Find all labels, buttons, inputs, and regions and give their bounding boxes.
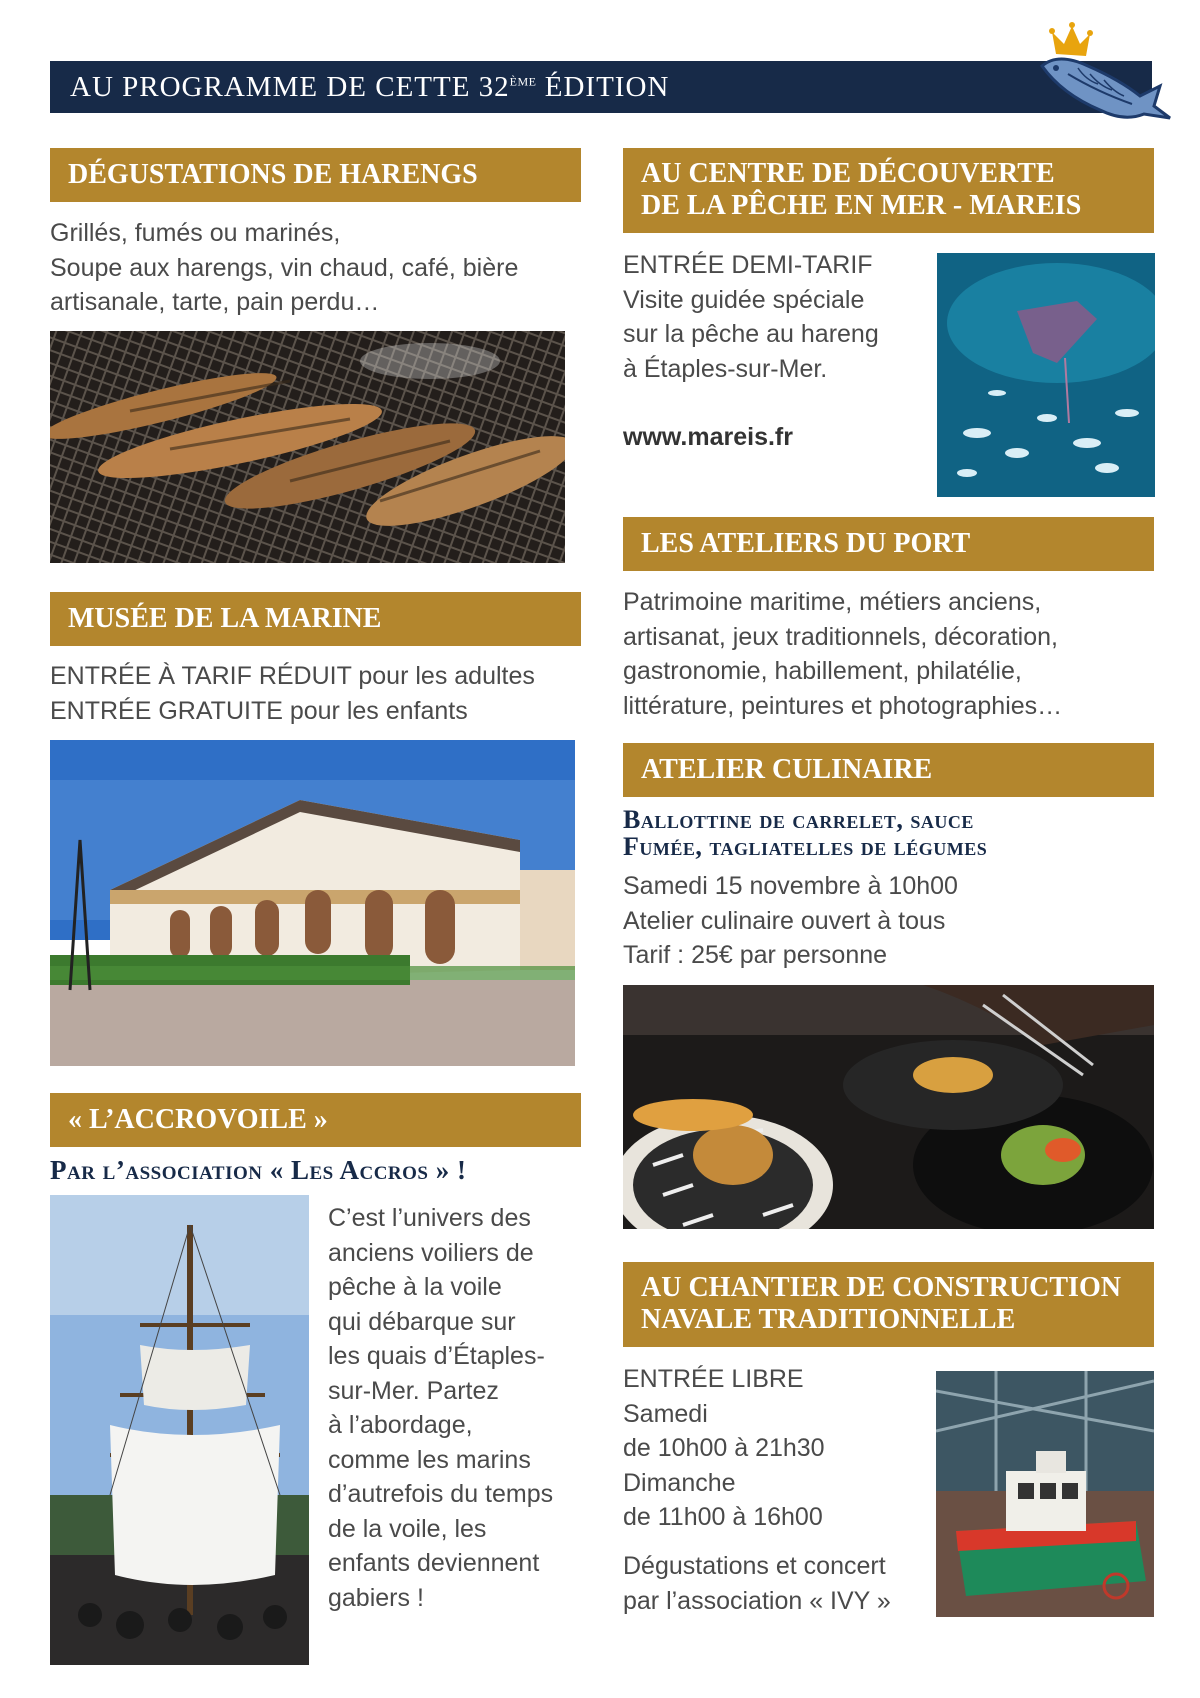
mareis-heading: AU CENTRE DE DÉCOUVERTE DE LA PÊCHE EN MER - MAREIS xyxy=(623,148,1154,233)
tall-ship-photo xyxy=(50,1195,309,1665)
chantier-extra: Dégustations et concert par l’association « IVY » xyxy=(623,1552,891,1615)
ateliers-text: Patrimoine maritime, métiers anciens, artisanat, jeux traditionnels, décoration, gastronomie, habillement, philatélie, littérature, peintures et photographies… xyxy=(623,588,1063,720)
edition-banner xyxy=(50,61,1152,113)
accrovoile-heading: « L’ACCROVOILE » xyxy=(50,1093,581,1147)
edition-title-end: ÉDITION xyxy=(536,71,670,103)
accrovoile-subtitle: Par l’association « Les Accros » ! xyxy=(50,1155,467,1185)
chantier-heading: AU CHANTIER DE CONSTRUCTION NAVALE TRADITIONNELLE xyxy=(623,1262,1154,1347)
mareis-text: ENTRÉE DEMI-TARIF Visite guidée spéciale sur la pêche au hareng à Étaples-sur-Mer. xyxy=(623,251,879,383)
musee-text: ENTRÉE À TARIF RÉDUIT pour les adultes ENTRÉE GRATUITE pour les enfants xyxy=(50,662,535,725)
degustations-text: Grillés, fumés ou marinés, Soupe aux harengs, vin chaud, café, bière artisanale, tarte, pain perdu… xyxy=(50,219,519,316)
degustations-heading: DÉGUSTATIONS DE HARENGS xyxy=(50,148,581,202)
ateliers-heading: LES ATELIERS DU PORT xyxy=(623,517,1154,571)
cooking-plates-photo xyxy=(623,985,1154,1229)
aquarium-ray-photo xyxy=(937,253,1155,497)
edition-title: AU PROGRAMME DE CETTE 32 xyxy=(70,71,510,103)
crowned-herring-icon xyxy=(1028,18,1176,136)
culinaire-recipe-title: Ballottine de carrelet, sauce Fumée, tagliatelles de légumes xyxy=(623,805,988,861)
grilled-herring-photo xyxy=(50,331,565,563)
edition-title-superscript: ÈME xyxy=(509,74,537,89)
culinaire-text: Samedi 15 novembre à 10h00 Atelier culinaire ouvert à tous Tarif : 25€ par personne xyxy=(623,872,958,969)
chantier-schedule: ENTRÉE LIBRE Samedi de 10h00 à 21h30 Dimanche de 11h00 à 16h00 xyxy=(623,1365,825,1531)
mareis-website-link[interactable]: www.mareis.fr xyxy=(623,423,793,451)
accrovoile-text: C’est l’univers des anciens voiliers de pêche à la voile qui débarque sur les quais d’Étaples- sur-Mer. Partez à l’abordage, comme les marins d’autrefois du temps de la voile, les enfants deviennent gabiers ! xyxy=(328,1204,554,1612)
boatyard-photo xyxy=(936,1371,1154,1617)
musee-heading: MUSÉE DE LA MARINE xyxy=(50,592,581,646)
marine-museum-photo xyxy=(50,740,575,1066)
culinaire-heading: ATELIER CULINAIRE xyxy=(623,743,1154,797)
